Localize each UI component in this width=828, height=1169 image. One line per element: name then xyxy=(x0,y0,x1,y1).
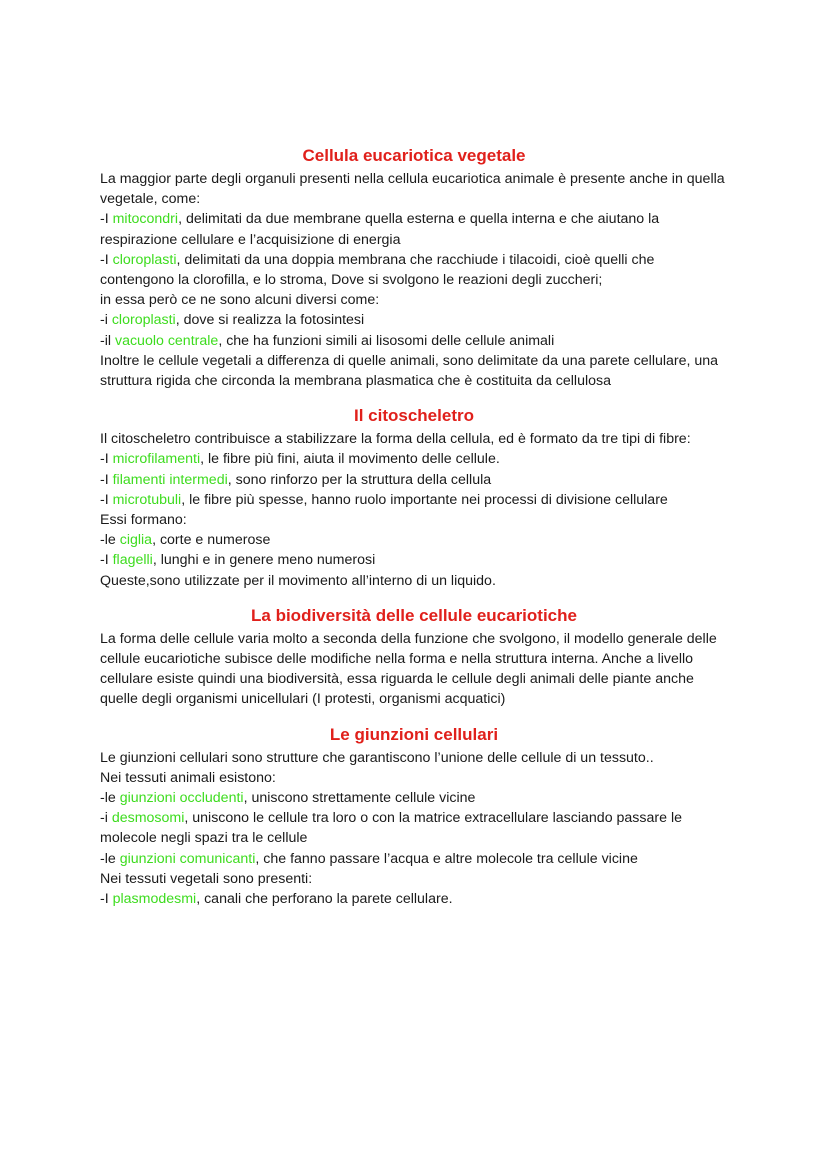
highlighted-term: plasmodesmi xyxy=(112,891,197,908)
list-item xyxy=(100,530,728,550)
list-item xyxy=(100,310,728,330)
list-item xyxy=(100,470,728,490)
item-text: , canali che perforano la parete cellulare. xyxy=(196,891,453,908)
item-text: , delimitati da una doppia membrana che racchiude i tilacoidi, cioè quelli che contengono la clorofilla, e lo stroma, Dove si svolgono le reazioni degli zuccheri; xyxy=(100,251,655,289)
highlighted-term: microtubuli xyxy=(112,491,182,508)
paragraph: Le giunzioni cellulari sono strutture che garantiscono l’unione delle cellule di un tessuto.. xyxy=(100,749,654,766)
paragraph: La maggior parte degli organuli presenti nella cellula eucariotica animale è presente anche in quella vegetale, come: xyxy=(100,171,725,208)
section-title: Il citoscheletro xyxy=(354,406,474,426)
item-prefix: -le xyxy=(100,850,120,867)
list-item xyxy=(100,250,728,290)
item-prefix: -I xyxy=(100,211,113,228)
list-item xyxy=(100,889,728,909)
paragraph: Nei tessuti vegetali sono presenti: xyxy=(100,870,313,887)
highlighted-term: cloroplasti xyxy=(111,312,176,329)
highlighted-term: giunzioni comunicanti xyxy=(119,850,256,867)
item-text: , uniscono le cellule tra loro o con la matrice extracellulare lasciando passare le molecole negli spazi tra le cellule xyxy=(100,810,682,847)
item-text: , dove si realizza la fotosintesi xyxy=(175,312,365,329)
highlighted-term: vacuolo centrale xyxy=(114,332,219,349)
list-item xyxy=(100,808,728,848)
item-prefix: -I xyxy=(100,451,113,468)
section-giunzioni xyxy=(100,724,728,910)
section-title: Le giunzioni cellulari xyxy=(329,724,499,744)
item-prefix: -I xyxy=(100,491,113,508)
list-item xyxy=(100,449,728,469)
paragraph: Inoltre le cellule vegetali a differenza di quelle animali, sono delimitate da una parete cellulare, una struttura rigida che circonda la membrana plasmatica che è costituita da cellulosa xyxy=(100,352,719,390)
item-prefix: -I xyxy=(100,251,113,268)
paragraph: Il citoscheletro contribuisce a stabilizzare la forma della cellula, ed è formato da tre tipi di fibre: xyxy=(100,431,691,448)
section-title: Cellula eucariotica vegetale xyxy=(302,146,526,165)
item-text: , corte e numerose xyxy=(152,532,271,549)
item-text: , lunghi e in genere meno numerosi xyxy=(152,552,376,569)
highlighted-term: ciglia xyxy=(119,532,153,549)
section-biodiversita xyxy=(100,605,728,710)
section-citoscheletro xyxy=(100,405,728,591)
section-title: La biodiversità delle cellule eucariotiche xyxy=(251,605,577,625)
item-text: , le fibre più fini, aiuta il movimento delle cellule. xyxy=(200,451,500,468)
paragraph: in essa però ce ne sono alcuni diversi come: xyxy=(100,292,380,309)
list-item xyxy=(100,331,728,351)
spacer xyxy=(100,391,728,405)
item-prefix: -i xyxy=(100,312,112,329)
paragraph: La forma delle cellule varia molto a seconda della funzione che svolgono, il modello generale delle cellule eucariotiche subisce delle modifiche nella forma e nella struttura interna. Anche a livello cellulare esiste quindi una biodiversità, essa riguarda le cellule degli animali delle piante anche quelle degli organismi unicellulari (I protesti, organismi acquatici) xyxy=(100,630,717,708)
highlighted-term: cloroplasti xyxy=(112,251,177,268)
item-prefix: -i xyxy=(100,810,112,827)
list-item xyxy=(100,490,728,510)
item-prefix: -le xyxy=(100,790,120,807)
spacer xyxy=(100,710,728,724)
item-text: , che ha funzioni simili ai lisosomi delle cellule animali xyxy=(218,332,555,349)
item-text: , delimitati da due membrane quella esterna e quella interna e che aiutano la respirazione cellulare e l’acquisizione di energia xyxy=(100,211,660,248)
highlighted-term: flagelli xyxy=(112,552,153,569)
item-prefix: -I xyxy=(100,891,113,908)
highlighted-term: desmosomi xyxy=(111,810,185,827)
section-cellula-vegetale xyxy=(100,145,728,391)
paragraph: Essi formano: xyxy=(100,512,187,529)
item-text: , le fibre più spesse, hanno ruolo importante nei processi di divisione cellulare xyxy=(181,491,668,508)
item-prefix: -il xyxy=(100,332,115,349)
highlighted-term: filamenti intermedi xyxy=(112,471,228,488)
item-text: , uniscono strettamente cellule vicine xyxy=(243,790,476,807)
highlighted-term: mitocondri xyxy=(112,211,179,228)
item-prefix: -I xyxy=(100,471,113,488)
list-item xyxy=(100,209,728,249)
item-text: , sono rinforzo per la struttura della cellula xyxy=(227,471,492,488)
item-prefix: -le xyxy=(100,532,120,549)
highlighted-term: microfilamenti xyxy=(112,451,201,468)
list-item xyxy=(100,788,728,808)
item-prefix: -I xyxy=(100,552,113,569)
item-text: , che fanno passare l’acqua e altre molecole tra cellule vicine xyxy=(255,850,638,867)
paragraph: Queste,sono utilizzate per il movimento all’interno di un liquido. xyxy=(100,572,496,589)
highlighted-term: giunzioni occludenti xyxy=(119,790,244,807)
list-item xyxy=(100,550,728,570)
paragraph: Nei tessuti animali esistono: xyxy=(100,769,276,786)
list-item xyxy=(100,849,728,869)
spacer xyxy=(100,591,728,605)
